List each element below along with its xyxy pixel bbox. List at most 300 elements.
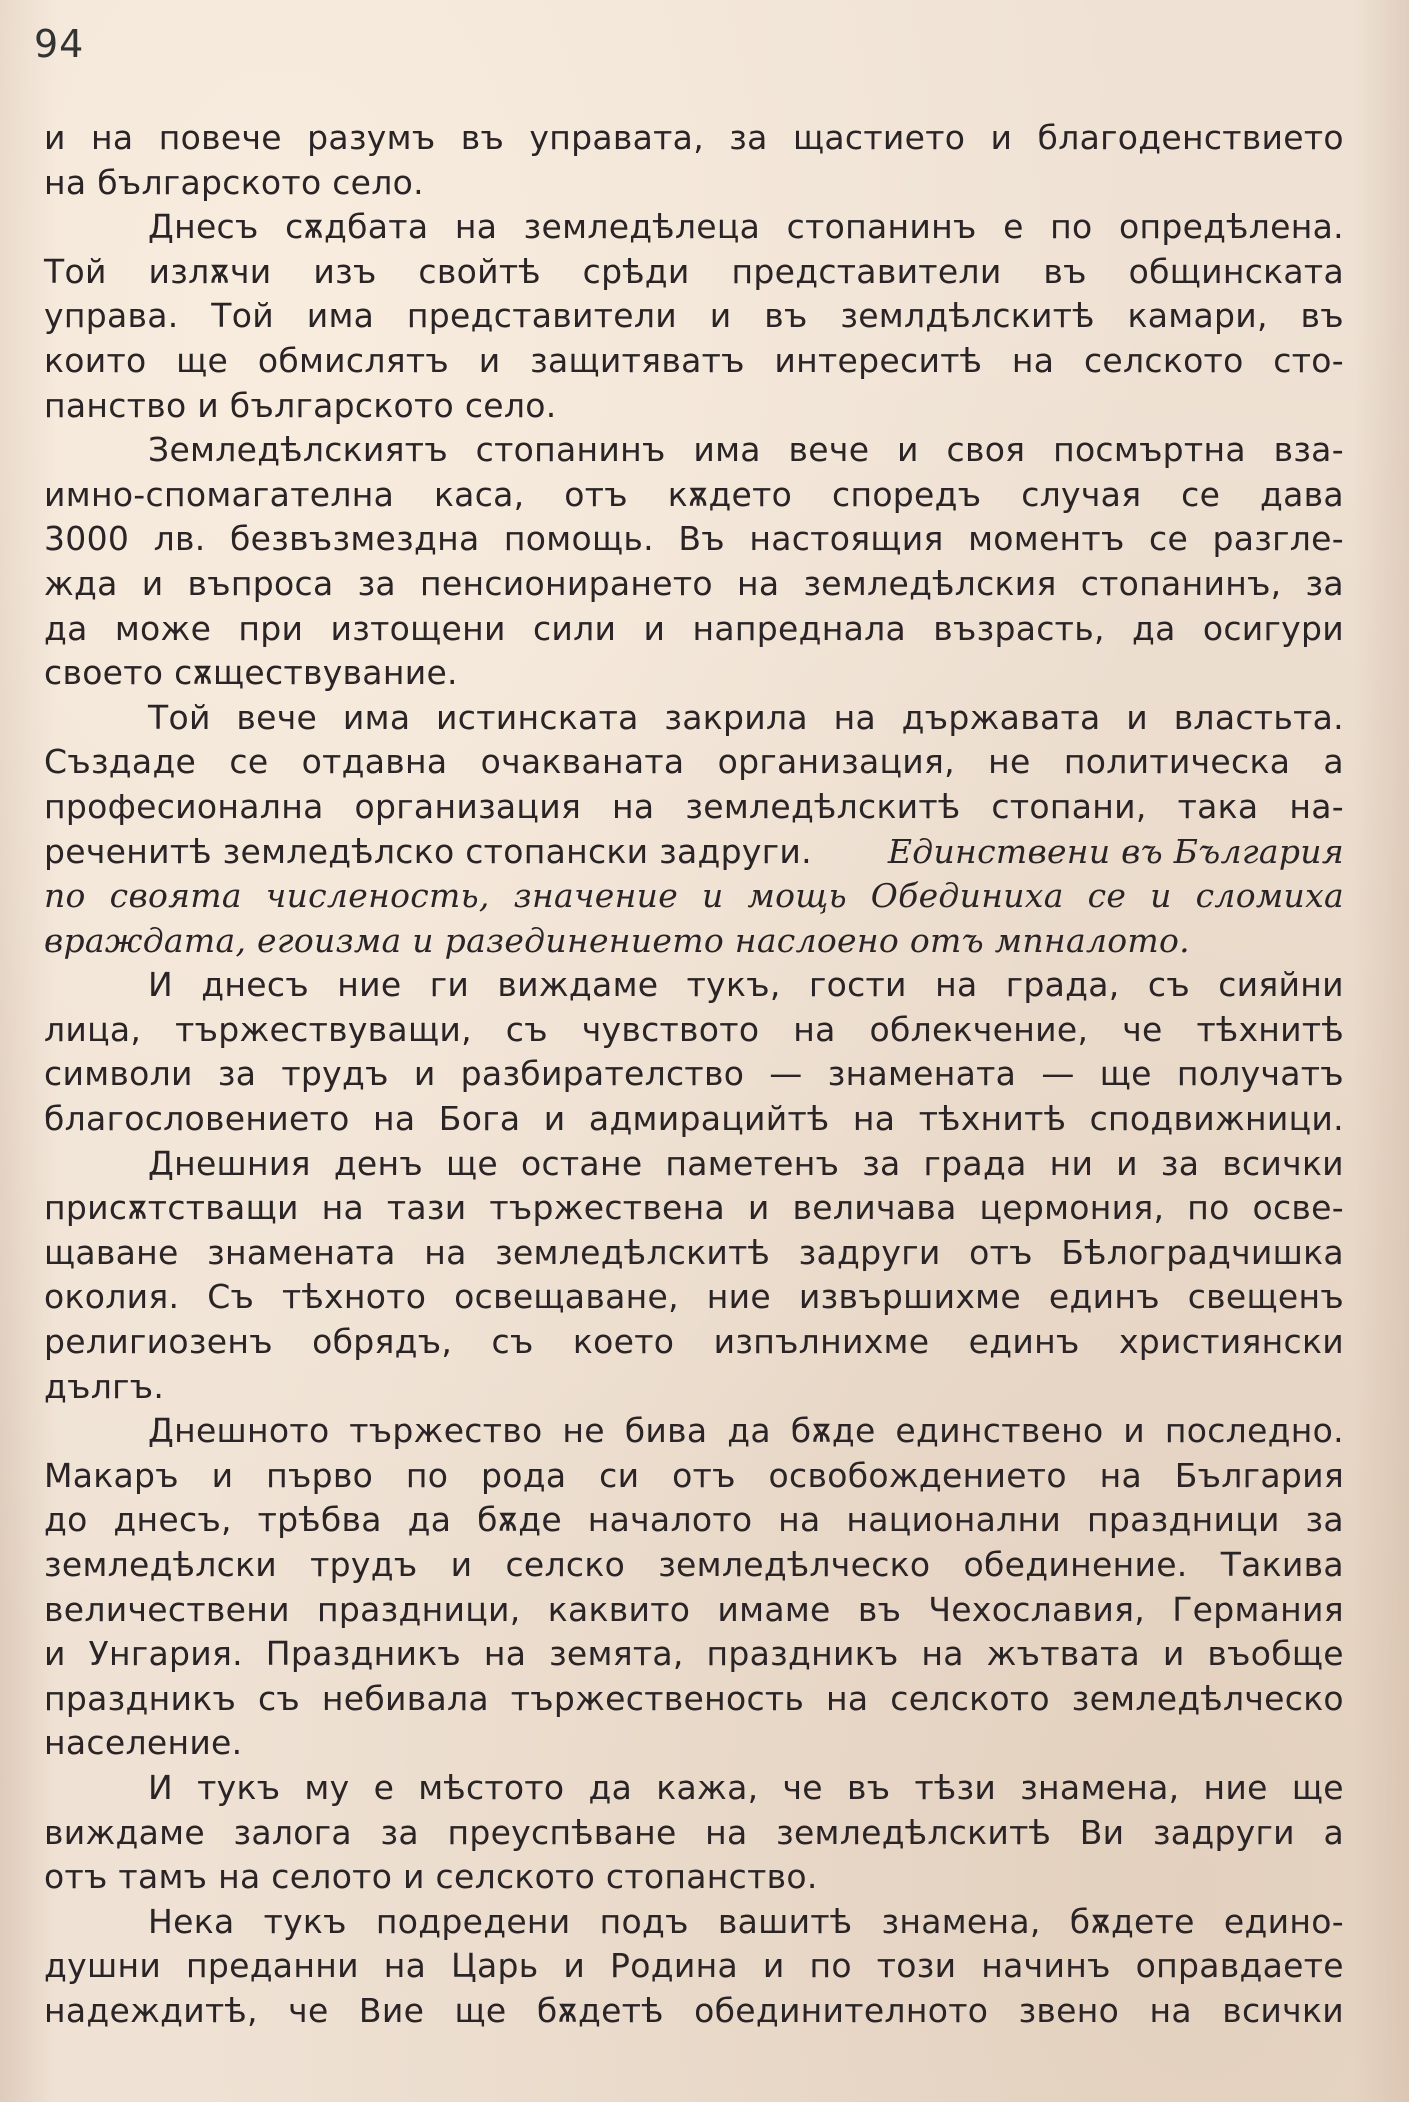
word: величествени xyxy=(44,1589,290,1629)
word: които xyxy=(44,340,147,380)
word: праздници, xyxy=(317,1589,521,1629)
word: Вие xyxy=(358,1990,425,2030)
word: да xyxy=(1131,608,1176,648)
text-line xyxy=(44,250,1344,295)
text-line xyxy=(44,517,1344,562)
text-line xyxy=(44,116,1344,161)
word: срѣди xyxy=(582,251,690,291)
word: небивала xyxy=(321,1678,489,1718)
word: града xyxy=(923,1143,1027,1183)
word: и xyxy=(1123,1411,1146,1451)
word: на xyxy=(91,118,134,157)
word: началото xyxy=(587,1500,753,1540)
word: земледѣлския xyxy=(803,563,1057,603)
word: излѫчи xyxy=(148,251,272,291)
word: ще xyxy=(446,1143,498,1183)
word: начинъ xyxy=(981,1946,1111,1986)
word: Той xyxy=(148,697,211,737)
word: сподвижници. xyxy=(1089,1099,1344,1139)
word: и xyxy=(543,1099,566,1139)
word: и xyxy=(1150,876,1172,916)
text-line xyxy=(44,1454,1344,1499)
word: присѫтстващи xyxy=(44,1188,299,1228)
word: и xyxy=(413,1054,436,1094)
word: въ xyxy=(764,296,808,336)
word: тукъ, xyxy=(686,965,781,1005)
word: ще xyxy=(1099,1054,1152,1094)
word: и xyxy=(747,1188,770,1228)
word: въ xyxy=(1300,296,1344,336)
word: ще xyxy=(176,340,229,380)
word: задруги xyxy=(1152,1812,1295,1852)
word: за xyxy=(357,563,396,603)
text-line xyxy=(44,1186,1344,1231)
word: осигури xyxy=(1202,608,1344,648)
word: тържествуващи, xyxy=(175,1009,472,1049)
word: професионална xyxy=(44,786,324,826)
word: тѣхнитѣ xyxy=(918,1099,1067,1139)
word: по xyxy=(44,876,86,916)
word: на xyxy=(935,965,978,1005)
word: има xyxy=(693,430,761,470)
word: всички xyxy=(1222,1990,1344,2030)
word: Германия xyxy=(1172,1589,1344,1629)
word: на xyxy=(833,697,876,737)
text-line xyxy=(44,963,1344,1008)
word: стопанинъ xyxy=(786,207,977,247)
word: тѣхното xyxy=(282,1277,427,1317)
word: бѫдетѣ xyxy=(536,1990,664,2030)
word: днесъ xyxy=(201,965,309,1005)
word: Родина xyxy=(610,1946,738,1986)
word: тържествена xyxy=(489,1188,726,1228)
word: се xyxy=(1087,876,1127,916)
word: подредени xyxy=(375,1901,571,1941)
word: съ xyxy=(257,1678,300,1718)
word: благословението xyxy=(44,1099,350,1139)
word: за xyxy=(1160,1143,1200,1183)
word: земледѣлскитѣ xyxy=(776,1812,1052,1852)
word: съ xyxy=(491,1322,534,1362)
word: че xyxy=(288,1990,329,2030)
word: което xyxy=(572,1322,675,1362)
word: защитяватъ xyxy=(530,340,745,380)
word: облекчение, xyxy=(869,1009,1089,1049)
word: по xyxy=(809,1946,852,1986)
word: сияйни xyxy=(1218,965,1344,1005)
word: Създаде xyxy=(44,742,197,782)
word: бива xyxy=(624,1411,708,1451)
word: оправдаете xyxy=(1135,1946,1344,1986)
word: залога xyxy=(233,1812,352,1852)
text-line xyxy=(44,785,1344,830)
word: на xyxy=(793,1009,836,1049)
text-line xyxy=(44,1231,1344,1276)
word: бѫдете xyxy=(1069,1901,1195,1941)
word: рода xyxy=(481,1455,567,1495)
word: звено xyxy=(1018,1990,1120,2030)
word: каса, xyxy=(433,474,525,514)
word: на xyxy=(483,1634,527,1674)
word: и xyxy=(643,608,666,648)
word: въ xyxy=(857,1589,902,1629)
word: обмислятъ xyxy=(257,340,450,380)
word: държавата xyxy=(901,697,1101,737)
word: на xyxy=(424,1232,467,1272)
word: сто- xyxy=(1273,340,1344,380)
word: ги xyxy=(429,965,470,1005)
word: случая xyxy=(1021,474,1142,514)
word: представители xyxy=(731,251,1002,291)
word: селското xyxy=(1083,340,1244,380)
word: въобще xyxy=(1207,1634,1344,1674)
word: властьта. xyxy=(1173,697,1344,737)
word: изтощени xyxy=(330,608,506,648)
text-line xyxy=(44,696,1344,741)
word: въпроса xyxy=(187,563,334,603)
word: тукъ xyxy=(263,1901,347,1941)
text-line: своето сѫществувание. xyxy=(44,653,458,693)
word: Въ xyxy=(678,519,725,559)
italic-text-line: враждата, егоизма и разединението наслоено отъ мпналото. xyxy=(44,920,1190,960)
word: подъ xyxy=(599,1901,689,1941)
text-line: дългъ. xyxy=(44,1366,165,1406)
word: каквито xyxy=(547,1589,691,1629)
word: и xyxy=(478,340,501,380)
word: Обединиха xyxy=(870,876,1064,916)
word: жътвата xyxy=(986,1634,1141,1674)
word: селско xyxy=(505,1545,626,1584)
text-line xyxy=(44,1944,1344,1989)
word: тържественость xyxy=(510,1678,805,1718)
word: се xyxy=(1181,474,1221,514)
word: на xyxy=(852,1099,896,1139)
word: да xyxy=(44,608,88,648)
word: не xyxy=(988,742,1031,782)
word: закрила xyxy=(664,697,808,737)
word: земледѣлеца xyxy=(523,207,761,247)
word: кѫдето xyxy=(667,474,793,514)
word: Днешния xyxy=(148,1143,311,1183)
word: вза- xyxy=(1273,430,1344,470)
word: щаване xyxy=(44,1232,179,1272)
word: земледѣлски xyxy=(44,1545,278,1584)
word: организация xyxy=(354,786,582,826)
word: има xyxy=(342,697,411,737)
word: виждаме xyxy=(44,1812,205,1852)
word: ще xyxy=(1291,1767,1344,1807)
word: да xyxy=(727,1411,771,1451)
word: околия. xyxy=(44,1277,180,1317)
word: жда xyxy=(44,563,118,603)
word: и xyxy=(701,876,724,916)
text-line xyxy=(44,1142,1344,1187)
word: бѫде xyxy=(477,1500,562,1540)
word: разгле- xyxy=(1212,519,1344,559)
word: имно-спомагателна xyxy=(44,474,395,514)
word: чувството xyxy=(581,1009,760,1049)
word: освобождението xyxy=(768,1455,1067,1495)
word: и xyxy=(44,118,66,157)
word: на xyxy=(826,1678,869,1718)
word: пенсионирането xyxy=(420,563,713,603)
word: душни xyxy=(44,1946,162,1986)
text-line-mixed xyxy=(44,830,1344,875)
word: истинската xyxy=(436,697,639,737)
word: Унгария. xyxy=(88,1634,243,1674)
word: Той xyxy=(211,296,274,336)
word: И xyxy=(148,965,173,1005)
word: и xyxy=(709,296,732,336)
page-number: 94 xyxy=(34,22,85,66)
italic-text-line xyxy=(44,874,1344,919)
word: е xyxy=(373,1767,395,1807)
word: за xyxy=(380,1812,419,1852)
word: на xyxy=(612,786,655,826)
word: политическа xyxy=(1063,742,1291,782)
word: възрасть, xyxy=(933,608,1105,648)
text-line xyxy=(44,1275,1344,1320)
word: организация, xyxy=(717,742,955,782)
text-line xyxy=(44,1900,1344,1945)
word: благоденствието xyxy=(1037,118,1344,157)
word: Бога xyxy=(438,1099,521,1139)
word: си xyxy=(599,1455,640,1495)
word: численость, xyxy=(265,876,490,916)
word: — xyxy=(769,1054,803,1094)
word: и xyxy=(563,1946,586,1986)
word: на xyxy=(321,1188,364,1228)
word: и xyxy=(141,563,164,603)
word: извършихме xyxy=(798,1277,1021,1317)
word: Чехославия, xyxy=(928,1589,1146,1629)
text-line xyxy=(44,428,1344,473)
text-line xyxy=(44,294,1344,339)
word: има xyxy=(306,296,375,336)
word: бѫде xyxy=(790,1411,876,1451)
word: по xyxy=(1187,1188,1230,1228)
word: единъ xyxy=(1048,1277,1160,1317)
word: тържество xyxy=(349,1411,543,1451)
text-line xyxy=(44,473,1344,518)
word: днесъ, xyxy=(113,1500,232,1540)
word: остане xyxy=(520,1143,643,1183)
word: първо xyxy=(266,1455,374,1495)
word: земледѣлскитѣ xyxy=(495,1232,771,1272)
word: сили xyxy=(532,608,617,648)
plain-text-segment: реченитѣ земледѣлско стопански задруги. xyxy=(44,831,812,871)
word: имаме xyxy=(717,1589,831,1629)
word: така xyxy=(1177,786,1259,826)
word: земледѣлскитѣ xyxy=(685,786,961,826)
word: ни xyxy=(1049,1143,1094,1183)
word: Бѣлоградчишка xyxy=(1061,1232,1344,1272)
word: земледѣлческо xyxy=(658,1545,931,1584)
word: до xyxy=(44,1500,88,1540)
word: обединение. xyxy=(963,1545,1188,1584)
word: на xyxy=(1011,340,1055,380)
word: а xyxy=(1323,742,1344,782)
text-line xyxy=(44,1097,1344,1142)
word: се xyxy=(229,742,269,782)
word: И xyxy=(148,1767,173,1807)
word: на- xyxy=(1289,786,1344,826)
word: стопани, xyxy=(991,786,1147,826)
italic-text-segment: Единствени въ България xyxy=(887,831,1344,871)
word: знамената xyxy=(207,1232,396,1272)
word: виждаме xyxy=(497,965,659,1005)
word: за xyxy=(1305,563,1344,603)
word: мощь xyxy=(747,876,847,916)
word: опредѣлена. xyxy=(1118,207,1344,247)
word: и xyxy=(762,1946,785,1986)
word: осве- xyxy=(1252,1188,1344,1228)
text-line xyxy=(44,1677,1344,1722)
word: съ xyxy=(1147,965,1190,1005)
word: ние xyxy=(706,1277,771,1317)
word: трудъ xyxy=(281,1054,389,1094)
word: управата, xyxy=(529,118,704,157)
word: трудъ xyxy=(310,1545,418,1584)
word: по xyxy=(405,1455,449,1495)
word: Земледѣлскиятъ xyxy=(148,430,448,470)
word: е xyxy=(1003,207,1024,247)
word: и xyxy=(990,118,1013,157)
word: и xyxy=(44,1634,66,1674)
word: Нека xyxy=(148,1901,235,1941)
word: че xyxy=(782,1767,823,1807)
word: и xyxy=(1162,1634,1185,1674)
word: знамена, xyxy=(1020,1767,1180,1807)
word: безвъзмездна xyxy=(230,519,480,559)
word: вашитѣ xyxy=(717,1901,853,1941)
word: праздникъ xyxy=(44,1678,237,1718)
word: настоящия xyxy=(749,519,944,559)
word: вече xyxy=(236,697,318,737)
word: общинската xyxy=(1128,251,1344,291)
word: и xyxy=(450,1545,473,1584)
word: въ xyxy=(847,1767,891,1807)
word: гости xyxy=(808,965,907,1005)
word: очакваната xyxy=(480,742,685,782)
word: Днешното xyxy=(148,1411,330,1451)
word: вече xyxy=(788,430,870,470)
word: получатъ xyxy=(1176,1054,1344,1094)
text-line xyxy=(44,339,1344,384)
word: представители xyxy=(406,296,678,336)
word: значение xyxy=(513,876,679,916)
word: че xyxy=(1122,1009,1163,1049)
word: управа. xyxy=(44,296,179,336)
word: на xyxy=(705,1812,748,1852)
word: по xyxy=(1050,207,1093,247)
word: да xyxy=(407,1500,452,1540)
word: задруги xyxy=(798,1232,941,1272)
text-line: на българското село. xyxy=(44,162,424,202)
word: съ xyxy=(505,1009,548,1049)
text-line: панство и българското село. xyxy=(44,385,557,425)
word: на xyxy=(1149,1990,1192,2030)
word: може xyxy=(114,608,212,648)
word: християнски xyxy=(1118,1322,1344,1362)
word: сломиха xyxy=(1195,876,1344,916)
word: селското xyxy=(890,1678,1050,1718)
word: тѣхнитѣ xyxy=(1196,1009,1344,1049)
text-line xyxy=(44,1989,1344,2034)
word: изъ xyxy=(313,251,377,291)
word: изпълнихме xyxy=(713,1322,930,1362)
word: тази xyxy=(386,1188,467,1228)
word: обединителното xyxy=(694,1990,989,2030)
word: свещенъ xyxy=(1187,1277,1344,1317)
text-line xyxy=(44,1409,1344,1454)
word: за xyxy=(217,1054,257,1094)
text-line xyxy=(44,1052,1344,1097)
word: Ви xyxy=(1079,1812,1125,1852)
text-line xyxy=(44,607,1344,652)
word: Макаръ xyxy=(44,1455,179,1495)
word: своя xyxy=(946,430,1026,470)
text-line xyxy=(44,205,1344,250)
word: напреднала xyxy=(692,608,907,648)
word: не xyxy=(562,1411,605,1451)
word: преданни xyxy=(185,1946,359,1986)
word: отдавна xyxy=(301,742,448,782)
word: адмирацийтѣ xyxy=(588,1099,830,1139)
word: му xyxy=(304,1767,350,1807)
word: лв. xyxy=(153,519,206,559)
word: земята, xyxy=(549,1634,684,1674)
word: на xyxy=(1099,1455,1142,1495)
word: Праздникъ xyxy=(265,1634,462,1674)
word: кажа, xyxy=(656,1767,759,1807)
word: щастието xyxy=(792,118,966,157)
word: дава xyxy=(1260,474,1344,514)
word: и xyxy=(1116,1143,1138,1183)
text-line xyxy=(44,1543,1344,1588)
text-line xyxy=(44,1766,1344,1811)
word: единъ xyxy=(968,1322,1080,1362)
word: споредъ xyxy=(832,474,982,514)
word: интереситѣ xyxy=(774,340,983,380)
word: посмъртна xyxy=(1053,430,1246,470)
word: се xyxy=(1149,519,1189,559)
word: Такива xyxy=(1220,1545,1344,1584)
word: трѣбва xyxy=(257,1500,382,1540)
word: на xyxy=(454,207,498,247)
word: свойтѣ xyxy=(418,251,541,291)
word: ние xyxy=(1203,1767,1268,1807)
word: своята xyxy=(109,876,242,916)
word: въ xyxy=(460,118,505,157)
text-line: отъ тамъ на селото и селското стопанство. xyxy=(44,1857,818,1897)
text-line xyxy=(44,740,1344,785)
word: ние xyxy=(337,965,402,1005)
word: паметенъ xyxy=(665,1143,840,1183)
word: величава xyxy=(792,1188,957,1228)
word: разумъ xyxy=(307,118,436,157)
word: стопанинъ xyxy=(475,430,666,470)
word: знамена, xyxy=(881,1901,1041,1941)
word: стопанинъ, xyxy=(1080,563,1282,603)
word: града, xyxy=(1005,965,1120,1005)
word: и xyxy=(1126,697,1148,737)
word: моментъ xyxy=(968,519,1125,559)
word: землдѣлскитѣ xyxy=(840,296,1095,336)
word: Днесъ xyxy=(148,207,259,247)
text-line xyxy=(44,1588,1344,1633)
word: отъ xyxy=(672,1455,736,1495)
